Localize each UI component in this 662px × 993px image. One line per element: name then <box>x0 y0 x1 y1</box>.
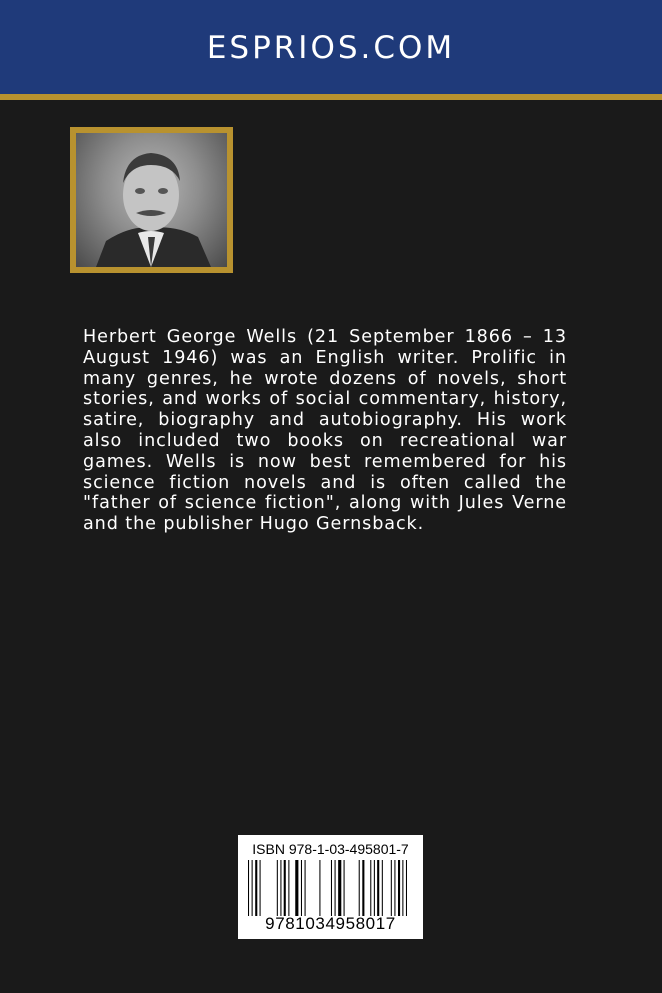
barcode-bar <box>260 860 261 916</box>
barcode-bar <box>382 860 383 916</box>
barcode-bar <box>374 860 375 916</box>
author-biography: Herbert George Wells (21 September 1866 – 13 August 1946) was an English writer. Prolific in many genres, he wrote dozens of novels, short stories, and works of social commentary, history, satire, biography and autobiography. His work also included two books on recreational war games. Wells is now best remembered for his science fiction novels and is often called the "father of science fiction", along with Jules Verne and the publisher Hugo Gernsback. <box>83 327 567 535</box>
top-banner <box>0 0 662 94</box>
barcode-bar <box>255 860 257 916</box>
portrait-illustration <box>76 133 227 267</box>
barcode-bar <box>394 860 395 916</box>
barcode-bar <box>301 860 302 916</box>
isbn-label: ISBN 978-1-03-495801-7 <box>252 841 409 857</box>
author-portrait-frame <box>70 127 233 273</box>
barcode-bar <box>305 860 306 916</box>
barcode-bar <box>391 860 392 916</box>
barcode-digits: 9781034958017 <box>265 914 396 933</box>
barcode-bar <box>370 860 371 916</box>
brand-title: ESPRIOS.COM <box>206 30 456 66</box>
barcode-bar <box>288 860 289 916</box>
author-portrait <box>76 133 227 267</box>
barcode-bar <box>398 860 400 916</box>
barcode-bar <box>277 860 278 916</box>
barcode-bar <box>284 860 286 916</box>
barcode-bar <box>377 860 379 916</box>
barcode-bars <box>248 860 413 916</box>
barcode-bar <box>248 860 249 916</box>
barcode-bar <box>331 860 332 916</box>
barcode-bar <box>295 860 298 916</box>
barcode-bar <box>362 860 364 916</box>
barcode-bar <box>344 860 345 916</box>
barcode-bar <box>280 860 281 916</box>
barcode-bar <box>335 860 336 916</box>
isbn-barcode <box>238 835 423 939</box>
gold-divider <box>0 94 662 100</box>
barcode-bar <box>406 860 407 916</box>
barcode-bar <box>319 860 320 916</box>
barcode-bar <box>338 860 341 916</box>
barcode-bar <box>359 860 360 916</box>
barcode-bar <box>402 860 403 916</box>
barcode-bar <box>252 860 253 916</box>
